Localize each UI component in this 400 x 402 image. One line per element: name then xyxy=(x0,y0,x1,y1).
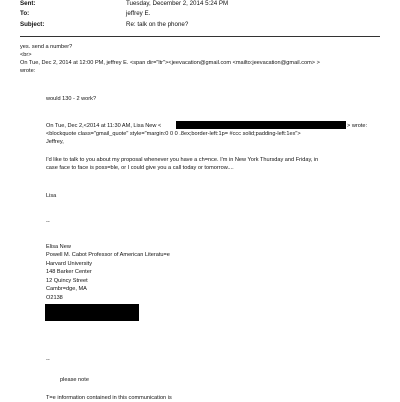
signature-line: 148 Barker Center xyxy=(46,269,92,275)
wrote-line: wrote: xyxy=(20,68,36,74)
nested-wrote: > wrote: xyxy=(347,123,368,129)
signature-line: O2138 xyxy=(46,295,63,301)
signature-line: Harvard University xyxy=(46,261,93,267)
confidentiality-footer: T=e information contained in this communication is xyxy=(46,395,172,401)
reply-line: yes. send a number? xyxy=(20,44,73,50)
signature-line: Elisa New xyxy=(46,244,71,250)
sent-value: Tuesday, December 2, 2014 5:24 PM xyxy=(126,0,229,7)
quoted-question: would 130 - 2 work? xyxy=(46,96,97,102)
subject-value: Re: talk on the phone? xyxy=(126,21,189,28)
redaction-bar xyxy=(176,121,346,129)
sent-label: Sent: xyxy=(20,0,36,7)
message-line-1: I'd like to talk to you about my proposal whenever you have a ch=nce. I'm in New York Thursday and Friday, in xyxy=(46,157,319,163)
signature-separator: -- xyxy=(46,219,50,225)
signature-name: Lisa xyxy=(46,193,57,199)
signature-line: 12 Quincy Street xyxy=(46,278,88,284)
signature-line: Cambr=dge, MA xyxy=(46,286,87,292)
redaction-bar xyxy=(45,304,139,321)
nested-attribution: On Tue, Dec 2,<2014 at 11:30 AM, Lisa New < xyxy=(46,123,162,129)
quoted-attribution: On Tue, Dec 2, 2014 at 12:00 PM, jeffrey E. <span dir="ltr"><jeevacation@gmail.com <mailto:jeevacation@gmail.com> > xyxy=(20,60,320,66)
salutation: Jeffrey, xyxy=(46,139,64,145)
header-divider xyxy=(20,36,380,37)
signature-line: Powell M. Cabot Professor of American Literatu=e xyxy=(46,252,170,258)
blockquote-markup: <blockquote class="gmail_quote" style="margin:0 0 0 .8ex;border-left:1p= #ccc solid;padding-left:1ex"> xyxy=(46,131,301,137)
subject-label: Subject: xyxy=(20,21,45,28)
br-tag-line: <br> xyxy=(20,52,32,58)
dash-separator: -- xyxy=(46,357,50,363)
to-label: To: xyxy=(20,10,30,17)
message-line-2: case face to face is poss=ble, or I could give you a call today or tomorrow.... xyxy=(46,165,234,171)
please-note: please note xyxy=(60,377,89,383)
to-value: jeffrey E. xyxy=(126,10,151,17)
